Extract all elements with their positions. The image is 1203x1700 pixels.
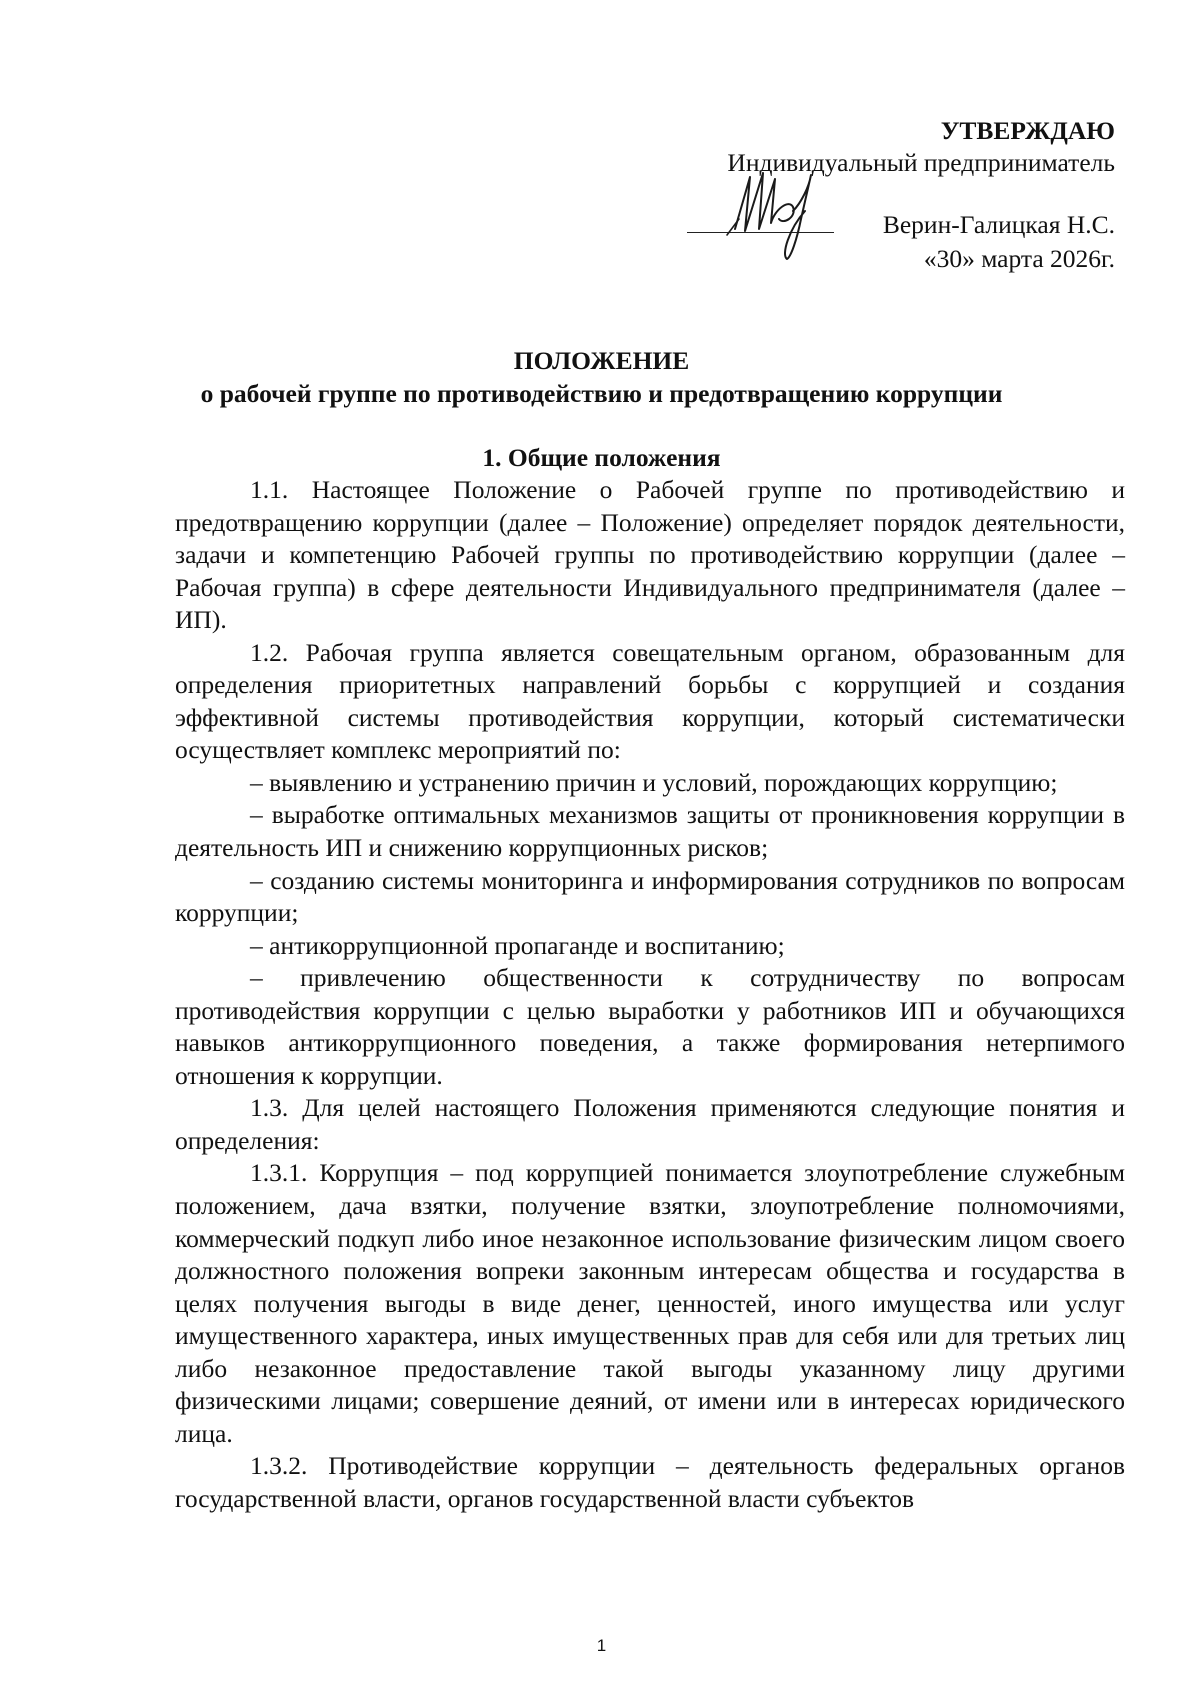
approver-name: Верин-Галицкая Н.С. [882, 210, 1115, 239]
approval-date: «30» марта 2026г. [923, 244, 1115, 273]
approval-position: Индивидуальный предприниматель [727, 148, 1115, 177]
approval-block [595, 115, 1115, 275]
list-item: – антикоррупционной пропаганде и воспитанию; [250, 930, 785, 960]
document-subtitle: о рабочей группе по противодействию и предотвращению коррупции [200, 379, 1003, 408]
signature-line [595, 179, 1115, 243]
list-item: – созданию системы мониторинга и информирования сотрудников по вопросам коррупции; [175, 865, 1125, 928]
paragraph: 1.3.2. Противодействие коррупции – деятельность федеральных органов государственной власти, органов государственной власти субъектов [175, 1451, 1125, 1513]
paragraph: 1.2. Рабочая группа является совещательным органом, образованным для определения приоритетных направлений борьбы с коррупцией и создания эффективной системы противодействия коррупции, который систематически осуществляет комплекс мероприятий по: [175, 637, 1125, 765]
paragraph: 1.3. Для целей настоящего Положения применяются следующие понятия и определения: [175, 1093, 1125, 1155]
list-item: – выявлению и устранению причин и условий, порождающих коррупцию; [250, 767, 1058, 797]
list-item: – выработке оптимальных механизмов защиты от проникновения коррупции в деятельность ИП и снижению коррупционных рисков; [175, 800, 1125, 863]
approval-title: УТВЕРЖДАЮ [940, 116, 1115, 145]
document-heading [0, 344, 1203, 410]
page-number: 1 [596, 1636, 607, 1655]
paragraph: 1.1. Настоящее Положение о Рабочей группе по противодействию и предотвращению коррупции (далее – Положение) определяет порядок деятельности, задачи и компетенцию Рабочей группы по противодействию коррупции (далее – Рабочая группа) в сфере деятельности Индивидуального предпринимателя (далее – ИП). [175, 475, 1125, 635]
paragraph: 1.3.1. Коррупция – под коррупцией понимается злоупотребление служебным положением, дача взятки, получение взятки, злоупотребление полномочиями, коммерческий подкуп либо иное незаконное использование физическим лицом своего должностного положения вопреки законным интересам общества и государства в целях получения выгоды в виде денег, ценностей, иного имущества или услуг имущественного характера, иных имущественных прав для себя или для третьих лиц либо незаконное предоставление такой выгоды указанному лицу другими физическими лицами; совершение деяний, от имени или в интересах юридического лица. [175, 1158, 1125, 1448]
section-title: 1. Общие положения [482, 443, 721, 472]
document-body [175, 474, 1125, 1516]
document-title: ПОЛОЖЕНИЕ [513, 346, 690, 375]
handwritten-signature [705, 159, 835, 269]
list-item: – привлечению общественности к сотрудничеству по вопросам противодействия коррупции с целью выработки у работников ИП и обучающихся навыков антикоррупционного поведения, а также формирования нетерпимого отношения к коррупции. [175, 963, 1125, 1090]
